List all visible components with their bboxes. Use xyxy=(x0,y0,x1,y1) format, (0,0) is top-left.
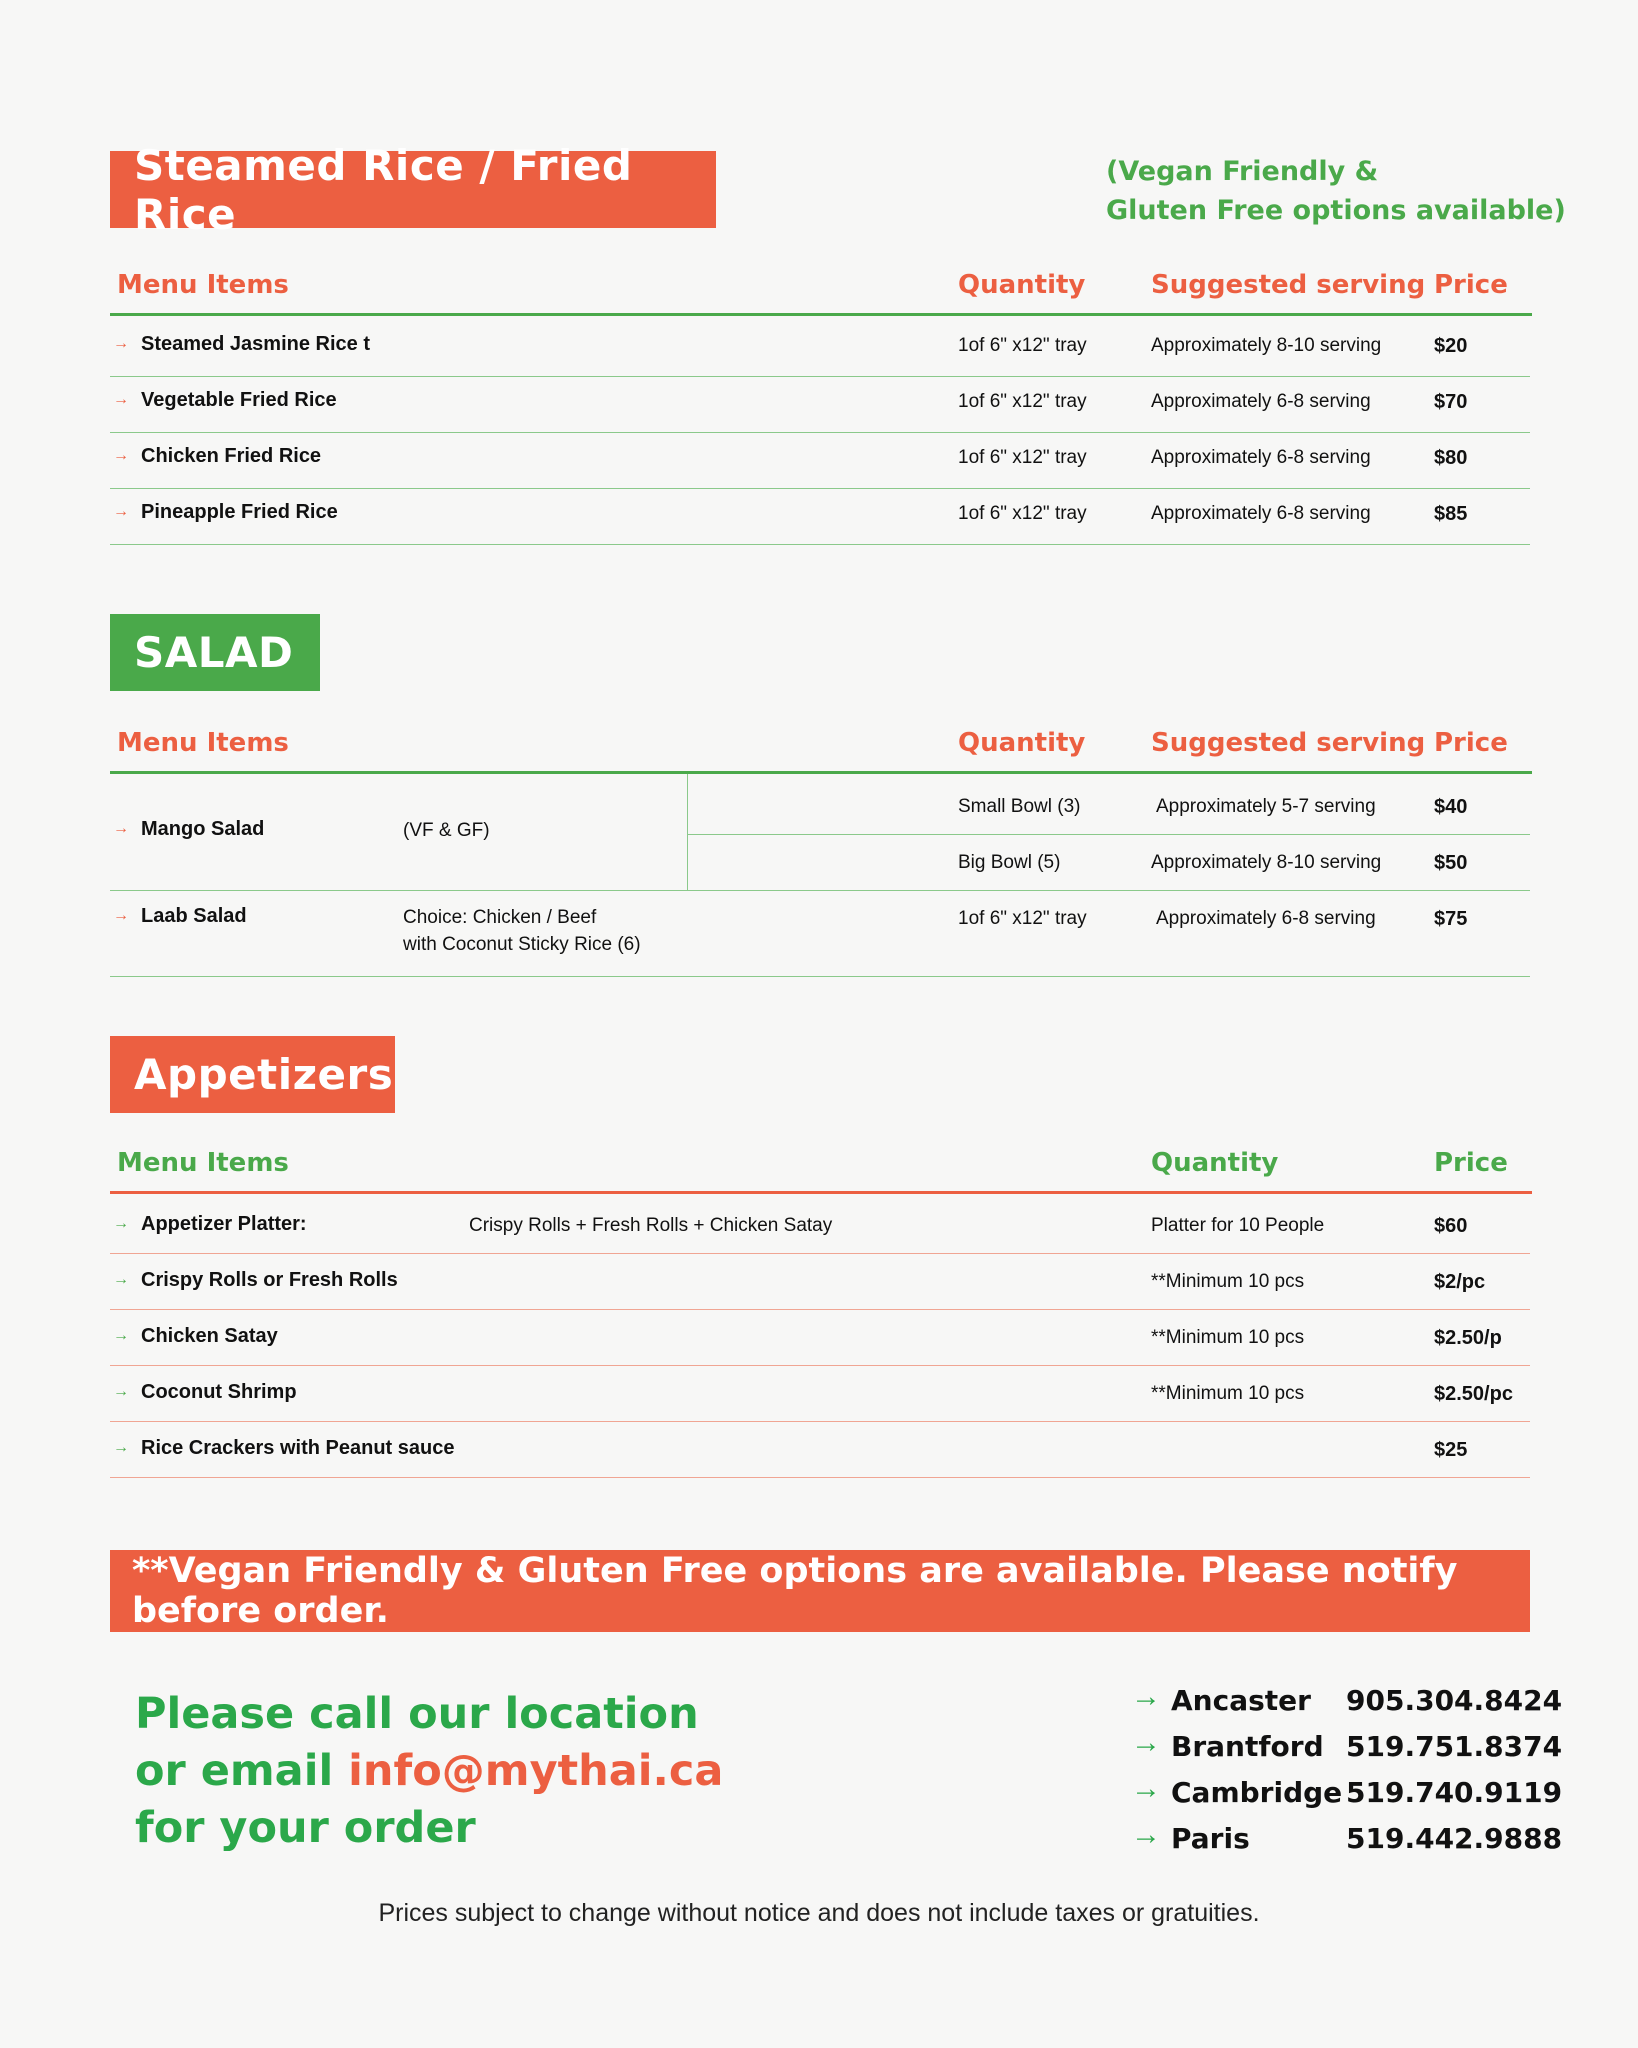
mango-salad-name: Mango Salad xyxy=(141,818,265,840)
salad-header-price: Price xyxy=(1434,728,1508,758)
appetizer-item-quantity: **Minimum 10 pcs xyxy=(1151,1327,1305,1348)
laab-salad-serving: Approximately 6-8 serving xyxy=(1156,908,1376,929)
rice-item-serving: Approximately 6-8 serving xyxy=(1151,391,1371,412)
location-phone[interactable]: 519.751.8374 xyxy=(1346,1730,1563,1763)
laab-salad-quantity: 1of 6" x12" tray xyxy=(958,908,1087,929)
mango-big-price: $50 xyxy=(1434,852,1468,874)
rice-item-price: $20 xyxy=(1434,335,1468,357)
appetizers-title-text: Appetizers xyxy=(134,1050,394,1099)
appetizers-header-items: Menu Items xyxy=(117,1148,289,1178)
rice-item-name: Chicken Fried Rice xyxy=(141,445,322,467)
contact-line3: for your order xyxy=(135,1803,476,1853)
arrow-icon: → xyxy=(113,391,129,408)
row-divider xyxy=(110,432,1530,433)
row-divider xyxy=(110,1421,1530,1422)
laab-salad-note-line1: Choice: Chicken / Beef xyxy=(403,907,597,928)
rice-header-items: Menu Items xyxy=(117,270,289,300)
row-divider xyxy=(110,1253,1530,1254)
location-name: Brantford xyxy=(1171,1730,1324,1763)
arrow-icon: → xyxy=(113,335,129,352)
salad-header-quantity: Quantity xyxy=(958,728,1086,758)
appetizers-header-price: Price xyxy=(1434,1148,1508,1178)
arrow-icon: → xyxy=(113,1271,129,1288)
arrow-icon: → xyxy=(113,1215,129,1232)
arrow-icon: → xyxy=(113,503,129,520)
appetizers-section-title xyxy=(110,1036,395,1113)
rice-item-price: $70 xyxy=(1434,391,1468,413)
contact-message xyxy=(135,1686,723,1857)
contact-line2-prefix: or email xyxy=(135,1746,349,1796)
location-phone[interactable]: 519.442.9888 xyxy=(1346,1822,1563,1855)
rice-section-title xyxy=(110,140,716,239)
salad-title-text: SALAD xyxy=(134,628,294,677)
mango-salad-note: (VF & GF) xyxy=(403,820,490,841)
mango-big-quantity: Big Bowl (5) xyxy=(958,852,1061,873)
appetizers-header-rule xyxy=(110,1191,1532,1194)
rice-item-name: Pineapple Fried Rice xyxy=(141,501,338,523)
arrow-icon: → xyxy=(113,820,129,837)
row-divider xyxy=(110,488,1530,489)
rice-header-serving: Suggested serving xyxy=(1151,270,1426,300)
arrow-icon: → xyxy=(113,1383,129,1400)
appetizer-item-price: $60 xyxy=(1434,1215,1468,1237)
rice-item-quantity: 1of 6" x12" tray xyxy=(958,335,1087,356)
mango-big-serving: Approximately 8-10 serving xyxy=(1151,852,1382,873)
mango-small-serving: Approximately 5-7 serving xyxy=(1156,796,1376,817)
location-phone[interactable]: 905.304.8424 xyxy=(1346,1684,1563,1717)
rice-item-serving: Approximately 6-8 serving xyxy=(1151,447,1371,468)
rice-item-quantity: 1of 6" x12" tray xyxy=(958,503,1087,524)
rice-item-serving: Approximately 8-10 serving xyxy=(1151,335,1382,356)
arrow-icon: → xyxy=(1131,1680,1161,1713)
laab-salad-name: Laab Salad xyxy=(141,905,247,927)
row-divider xyxy=(110,376,1530,377)
rice-header-quantity: Quantity xyxy=(958,270,1086,300)
appetizer-item-price: $25 xyxy=(1434,1439,1468,1461)
appetizer-item-name: Coconut Shrimp xyxy=(141,1381,297,1403)
dietary-notice-text: **Vegan Friendly & Gluten Free options are available. Please notify before order. xyxy=(132,1551,1458,1631)
arrow-icon: → xyxy=(1131,1818,1161,1851)
row-divider xyxy=(110,1309,1530,1310)
appetizer-item-quantity: **Minimum 10 pcs xyxy=(1151,1383,1305,1404)
rice-item-name: Steamed Jasmine Rice t xyxy=(141,333,370,355)
rice-note-line2: Gluten Free options available) xyxy=(1106,195,1566,226)
arrow-icon: → xyxy=(1131,1726,1161,1759)
row-divider xyxy=(110,1365,1530,1366)
rice-header-rule xyxy=(110,313,1532,316)
rice-header-price: Price xyxy=(1434,270,1508,300)
mango-divider-vertical xyxy=(687,774,688,890)
arrow-icon: → xyxy=(113,447,129,464)
price-disclaimer: Prices subject to change without notice and does not include taxes or gratuities. xyxy=(378,1899,1260,1927)
appetizer-item-quantity: Platter for 10 People xyxy=(1151,1215,1325,1236)
appetizer-item-price: $2/pc xyxy=(1434,1271,1486,1293)
contact-line2 xyxy=(135,1743,723,1800)
salad-section-title xyxy=(110,614,320,691)
mango-small-price: $40 xyxy=(1434,796,1468,818)
rice-item-quantity: 1of 6" x12" tray xyxy=(958,391,1087,412)
mango-divider-middle xyxy=(688,834,1530,835)
arrow-icon: → xyxy=(113,1439,129,1456)
salad-header-items: Menu Items xyxy=(117,728,289,758)
location-name: Ancaster xyxy=(1171,1684,1311,1717)
laab-salad-price: $75 xyxy=(1434,908,1468,930)
salad-bottom-divider xyxy=(110,976,1530,977)
row-divider xyxy=(110,1477,1530,1478)
contact-line1: Please call our location xyxy=(135,1689,699,1739)
appetizer-item-name: Crispy Rolls or Fresh Rolls xyxy=(141,1269,398,1291)
appetizers-header-quantity: Quantity xyxy=(1151,1148,1279,1178)
rice-dietary-note xyxy=(1106,152,1566,230)
rice-item-serving: Approximately 6-8 serving xyxy=(1151,503,1371,524)
location-phone[interactable]: 519.740.9119 xyxy=(1346,1776,1563,1809)
salad-header-serving: Suggested serving xyxy=(1151,728,1426,758)
appetizer-item-name: Chicken Satay xyxy=(141,1325,278,1347)
appetizer-item-quantity: **Minimum 10 pcs xyxy=(1151,1271,1305,1292)
rice-note-line1: (Vegan Friendly & xyxy=(1106,156,1379,187)
rice-item-name: Vegetable Fried Rice xyxy=(141,389,337,411)
location-name: Paris xyxy=(1171,1822,1250,1855)
appetizer-item-name: Rice Crackers with Peanut sauce xyxy=(141,1437,455,1459)
arrow-icon: → xyxy=(1131,1772,1161,1805)
rice-title-text: Steamed Rice / Fried Rice xyxy=(134,140,633,239)
contact-email-link[interactable]: info@mythai.ca xyxy=(348,1746,724,1796)
rice-item-quantity: 1of 6" x12" tray xyxy=(958,447,1087,468)
location-name: Cambridge xyxy=(1171,1776,1343,1809)
salad-row-divider xyxy=(110,890,1530,891)
appetizer-item-price: $2.50/pc xyxy=(1434,1383,1513,1405)
appetizer-item-description: Crispy Rolls + Fresh Rolls + Chicken Satay xyxy=(469,1215,833,1236)
laab-salad-note-line2: with Coconut Sticky Rice (6) xyxy=(403,934,641,955)
row-divider xyxy=(110,544,1530,545)
appetizer-item-name: Appetizer Platter: xyxy=(141,1213,307,1235)
rice-item-price: $85 xyxy=(1434,503,1468,525)
salad-header-rule xyxy=(110,771,1532,774)
mango-small-quantity: Small Bowl (3) xyxy=(958,796,1081,817)
arrow-icon: → xyxy=(113,907,129,924)
arrow-icon: → xyxy=(113,1327,129,1344)
appetizer-item-price: $2.50/p xyxy=(1434,1327,1502,1349)
rice-item-price: $80 xyxy=(1434,447,1468,469)
dietary-notice-bar xyxy=(110,1550,1530,1632)
